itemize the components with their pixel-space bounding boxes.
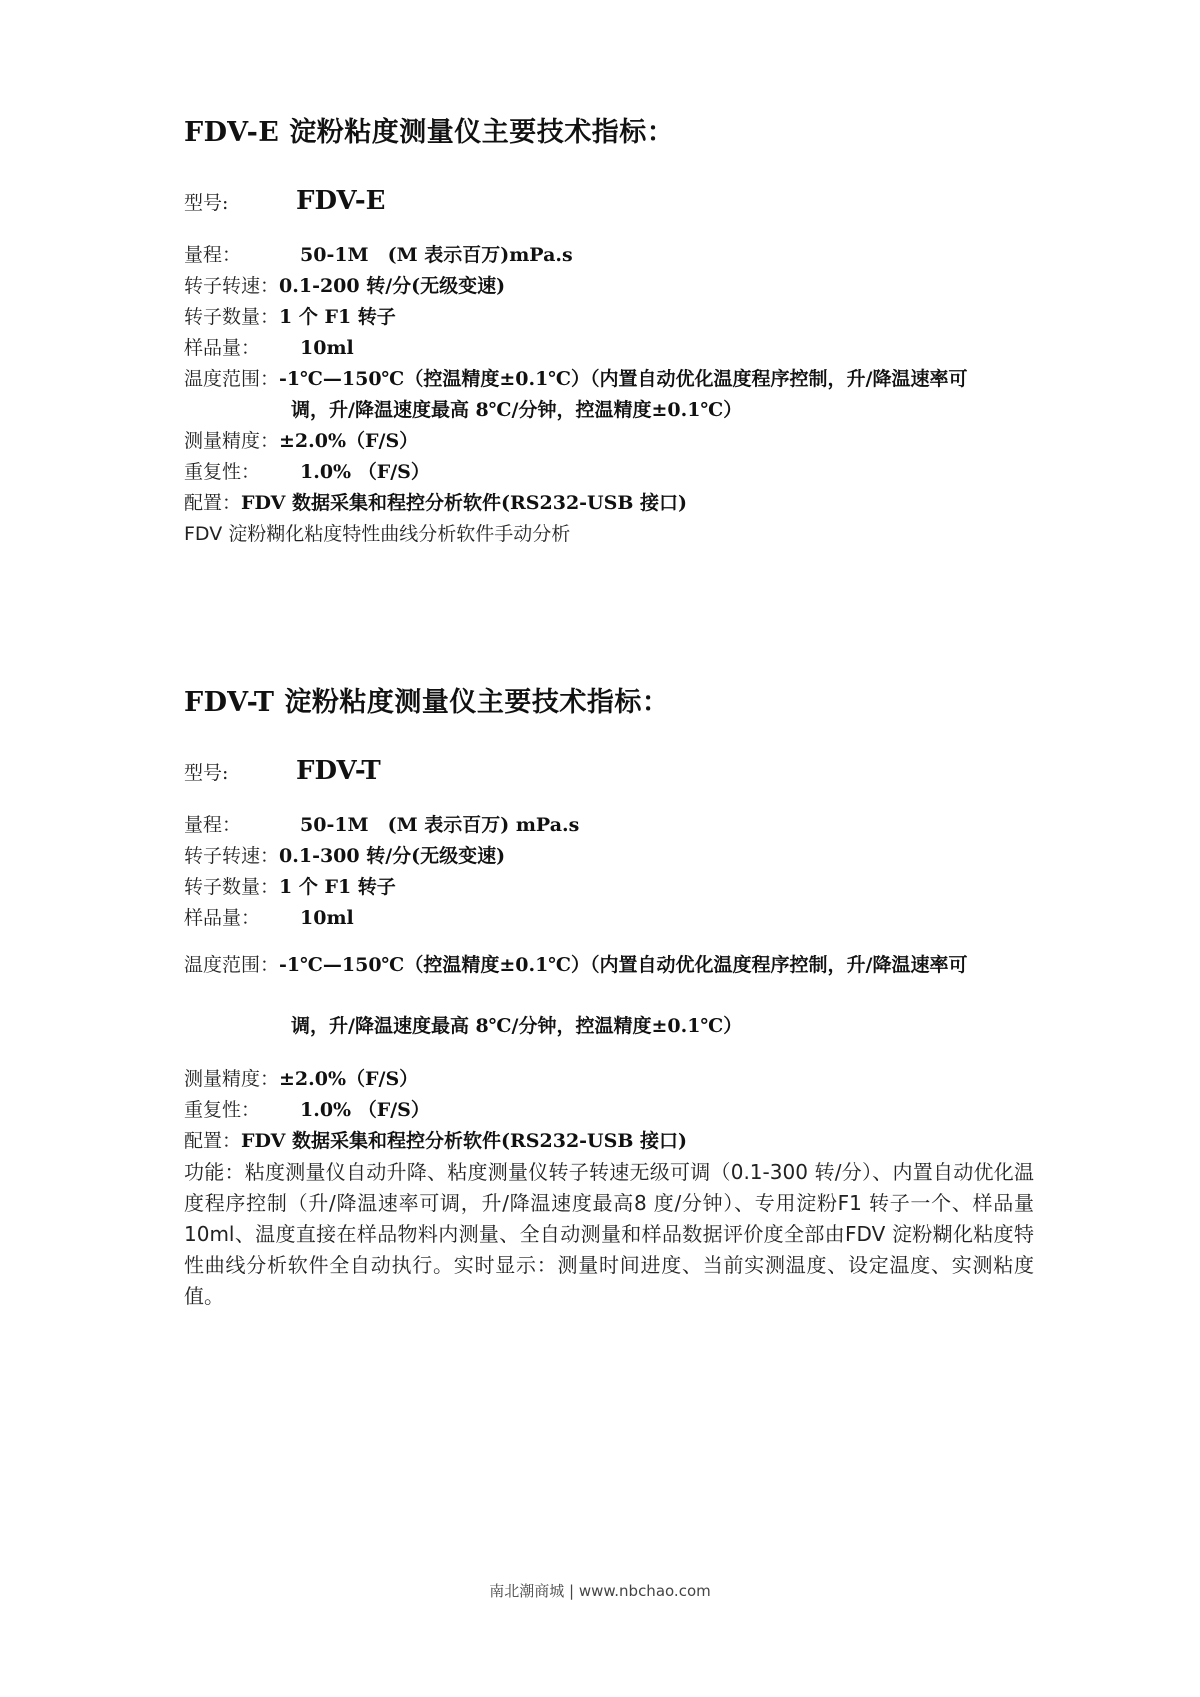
spec-label: 重复性： (184, 1099, 261, 1121)
spec-accuracy (184, 426, 1044, 457)
model-label: 型号: (184, 762, 229, 784)
spec-value: -1℃—150℃（控温精度±0.1℃）（内置自动优化温度程序控制，升/降温速率可 (279, 954, 968, 976)
spec-range (184, 810, 1044, 841)
spec-speed (184, 841, 1044, 872)
spec-label: 转子转速： (184, 275, 280, 297)
spec-value: 10ml (300, 337, 354, 359)
spec-label: 温度范围： (184, 368, 280, 390)
spec-speed (184, 271, 1044, 302)
spec-label: 配置： (184, 492, 242, 514)
spec-range (184, 240, 1044, 271)
spec-list (184, 240, 1044, 550)
spec-value: ±2.0%（F/S） (279, 1068, 419, 1090)
spec-label: 量程： (184, 814, 242, 836)
spec-sample (184, 903, 1044, 934)
spec-value: -1℃—150℃（控温精度±0.1℃）（内置自动优化温度程序控制，升/降温速率可 (279, 368, 968, 390)
spec-value: 0.1-200 转/分(无级变速) (279, 275, 506, 297)
spec-label: 转子转速： (184, 845, 280, 867)
section-title: FDV-E 淀粉粘度测量仪主要技术指标： (184, 117, 675, 148)
spec-value: 1.0% （F/S） (300, 1099, 430, 1121)
spec-value: 1 个 F1 转子 (279, 876, 396, 898)
spec-temperature (184, 364, 1044, 395)
spec-rotor (184, 872, 1044, 903)
spec-value: ±2.0%（F/S） (279, 430, 419, 452)
spec-value: 1.0% （F/S） (300, 461, 430, 483)
spec-temperature (184, 950, 1044, 981)
spec-label: 配置： (184, 1130, 242, 1152)
spec-value: 10ml (300, 907, 354, 929)
spec-repeatability (184, 1095, 1044, 1126)
function-description: 功能：粘度测量仪自动升降、粘度测量仪转子转速无级可调（0.1-300 转/分）、内置自动优化温度程序控制（升/降温速率可调，升/降温速度最高8 度/分钟）、专用淀粉F1 转子一个、样品量10ml、温度直接在样品物料内测量、全自动测量和样品数据评价度全部由FDV 淀粉糊化粘度特性曲线分析软件全自动执行。实时显示：测量时间进度、当前实测温度、设定温度、实测粘度值。 (184, 1160, 1034, 1308)
spec-label: 转子数量： (184, 306, 280, 328)
spec-sample (184, 333, 1044, 364)
spec-config (184, 488, 1044, 519)
spec-label: 重复性： (184, 461, 261, 483)
spec-value: FDV 数据采集和程控分析软件(RS232-USB 接口) (241, 1130, 688, 1152)
software-note: FDV 淀粉糊化粘度特性曲线分析软件手动分析 (184, 523, 571, 545)
spec-label: 转子数量： (184, 876, 280, 898)
model-row (184, 756, 1044, 796)
spec-label: 样品量： (184, 907, 261, 929)
spec-temperature-continued: 调，升/降温速度最高 8℃/分钟，控温精度±0.1℃） (291, 1015, 743, 1037)
spec-label: 量程： (184, 244, 242, 266)
model-value: FDV-E (296, 186, 386, 216)
spec-temperature-continued: 调，升/降温速度最高 8℃/分钟，控温精度±0.1℃） (291, 399, 743, 421)
spec-label: 测量精度： (184, 430, 280, 452)
spec-value: 50-1M (M 表示百万) mPa.s (300, 814, 580, 836)
spec-accuracy (184, 1064, 1044, 1095)
spec-config (184, 1126, 1044, 1157)
section-fdv-e (184, 116, 1044, 550)
model-value: FDV-T (296, 756, 381, 786)
footer-link[interactable]: 南北潮商城 | www.nbchao.com (489, 1582, 711, 1600)
model-row (184, 186, 1044, 226)
model-label: 型号: (184, 192, 229, 214)
spec-value: FDV 数据采集和程控分析软件(RS232-USB 接口) (241, 492, 688, 514)
section-title: FDV-T 淀粉粘度测量仪主要技术指标： (184, 687, 670, 718)
section-fdv-t (184, 686, 1044, 1312)
spec-value: 1 个 F1 转子 (279, 306, 396, 328)
spec-value: 50-1M (M 表示百万)mPa.s (300, 244, 573, 266)
spec-list (184, 810, 1044, 1312)
spec-label: 测量精度： (184, 1068, 280, 1090)
spec-value: 0.1-300 转/分(无级变速) (279, 845, 506, 867)
spec-repeatability (184, 457, 1044, 488)
spec-label: 样品量： (184, 337, 261, 359)
spec-rotor (184, 302, 1044, 333)
spec-label: 温度范围： (184, 954, 280, 976)
